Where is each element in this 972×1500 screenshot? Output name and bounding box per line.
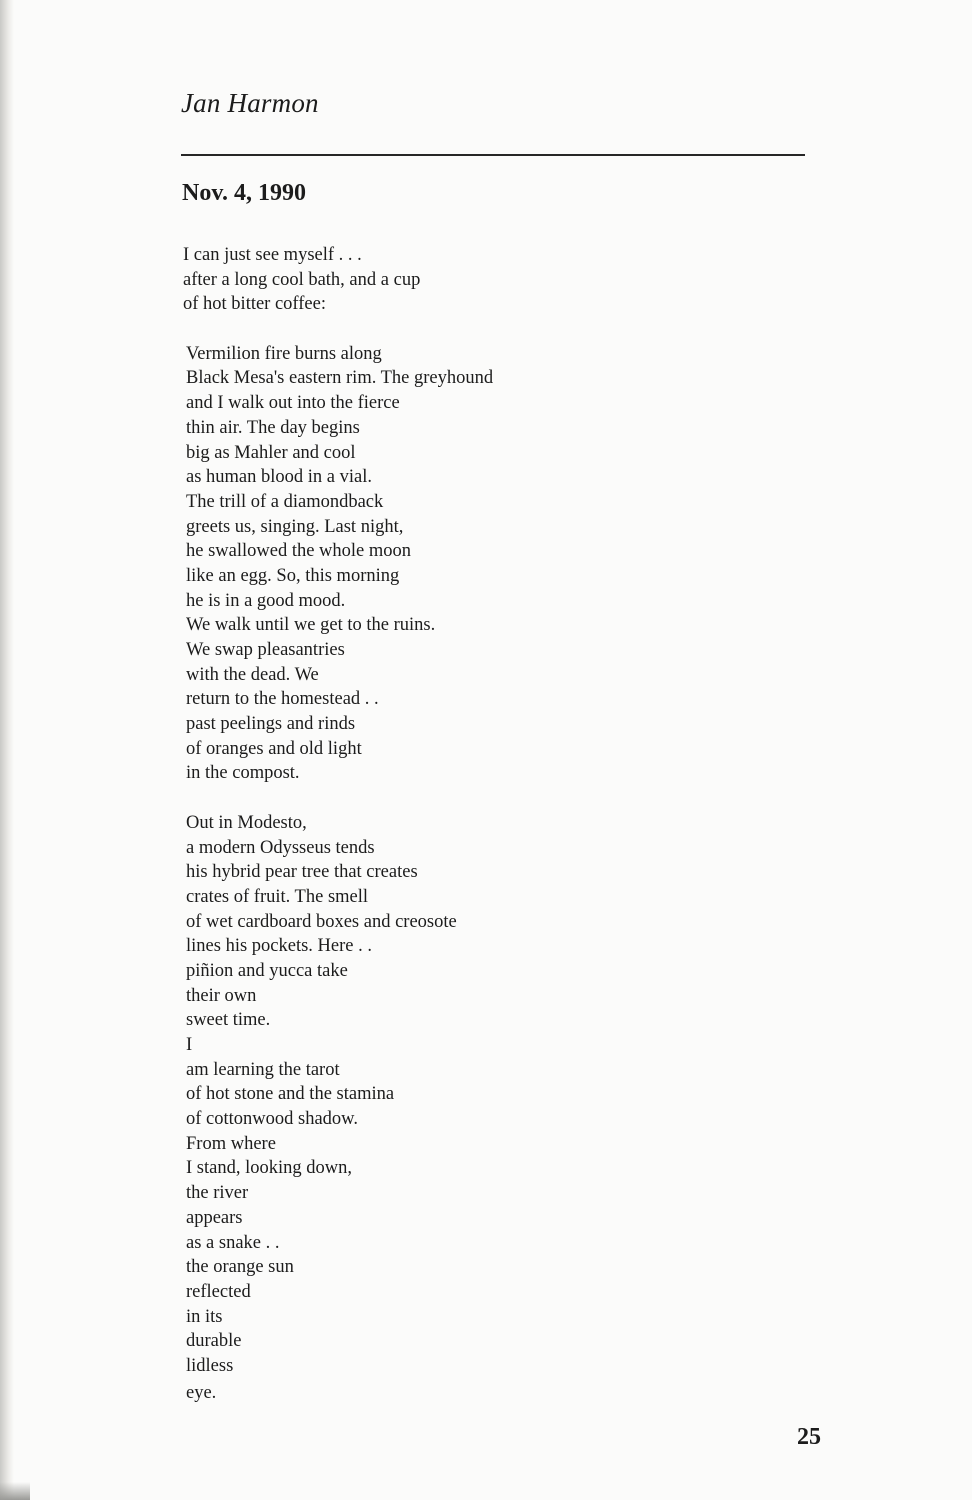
header-rule: [181, 154, 805, 156]
poem-line: From where: [186, 1133, 276, 1154]
poem-line: thin air. The day begins: [186, 417, 360, 438]
poem-line: lidless: [186, 1355, 234, 1376]
poem-line: Black Mesa's eastern rim. The greyhound: [186, 368, 494, 389]
stanza-1: [183, 243, 493, 317]
poem-line: The trill of a diamondback: [186, 491, 384, 512]
poem-line: with the dead. We: [186, 664, 319, 685]
poem-line: greets us, singing. Last night,: [186, 516, 404, 537]
stanza-2: [186, 342, 493, 786]
poem-line: and I walk out into the fierce: [186, 393, 400, 414]
poem-body: [183, 243, 493, 1405]
poem-line: in its: [186, 1306, 223, 1327]
poem-line: of hot stone and the stamina: [186, 1084, 395, 1105]
stanza-3: [186, 811, 493, 1406]
poem-line: reflected: [186, 1281, 251, 1302]
poem-line: he swallowed the whole moon: [186, 541, 412, 562]
poem-line: he is in a good mood.: [186, 590, 346, 611]
poem-line: Vermilion fire burns along: [186, 343, 382, 364]
poem-line: lines his pockets. Here . .: [186, 936, 372, 957]
page-number: 25: [797, 1424, 821, 1450]
poem-line: I: [186, 1035, 193, 1055]
poem-line: their own: [186, 985, 257, 1006]
poem-line: as a snake . .: [186, 1232, 280, 1253]
poem-line: am learning the tarot: [186, 1059, 340, 1080]
poem-line: after a long cool bath, and a cup: [183, 269, 421, 290]
poem-line: past peelings and rinds: [186, 714, 356, 735]
stanza-break: [183, 317, 493, 342]
poem-line: of wet cardboard boxes and creosote: [186, 911, 457, 932]
poem-line: in the compost.: [186, 763, 300, 784]
poem-line: sweet time.: [186, 1010, 271, 1031]
poem-line: like an egg. So, this morning: [186, 565, 400, 586]
poem-line: piñion and yucca take: [186, 960, 348, 981]
poem-line: a modern Odysseus tends: [186, 837, 375, 858]
page-binding-shadow: [0, 0, 14, 1500]
poem-line: of oranges and old light: [186, 738, 362, 759]
poem-line: the orange sun: [186, 1257, 294, 1278]
poem-line: durable: [186, 1331, 242, 1352]
poem-line: the river: [186, 1183, 249, 1204]
poem-line: return to the homestead . .: [186, 689, 379, 710]
poem-line: his hybrid pear tree that creates: [186, 862, 418, 883]
poem-line: of hot bitter coffee:: [183, 294, 326, 315]
poem-line: I stand, looking down,: [186, 1158, 352, 1179]
poem-title: Nov. 4, 1990: [182, 180, 307, 206]
author-name: Jan Harmon: [181, 88, 319, 118]
poem-line: big as Mahler and cool: [186, 442, 356, 463]
poem-line: crates of fruit. The smell: [186, 886, 369, 907]
stanza-break: [183, 786, 493, 811]
poem-line: I can just see myself . . .: [183, 245, 362, 265]
poem-line: eye.: [186, 1382, 217, 1403]
poem-line: We walk until we get to the ruins.: [186, 615, 436, 636]
page-corner-edge: [0, 1482, 30, 1500]
poem-line: appears: [186, 1207, 243, 1228]
poem-line: Out in Modesto,: [186, 812, 307, 833]
poem-line: We swap pleasantries: [186, 640, 345, 660]
poem-line: as human blood in a vial.: [186, 467, 372, 488]
poem-line: of cottonwood shadow.: [186, 1109, 358, 1130]
